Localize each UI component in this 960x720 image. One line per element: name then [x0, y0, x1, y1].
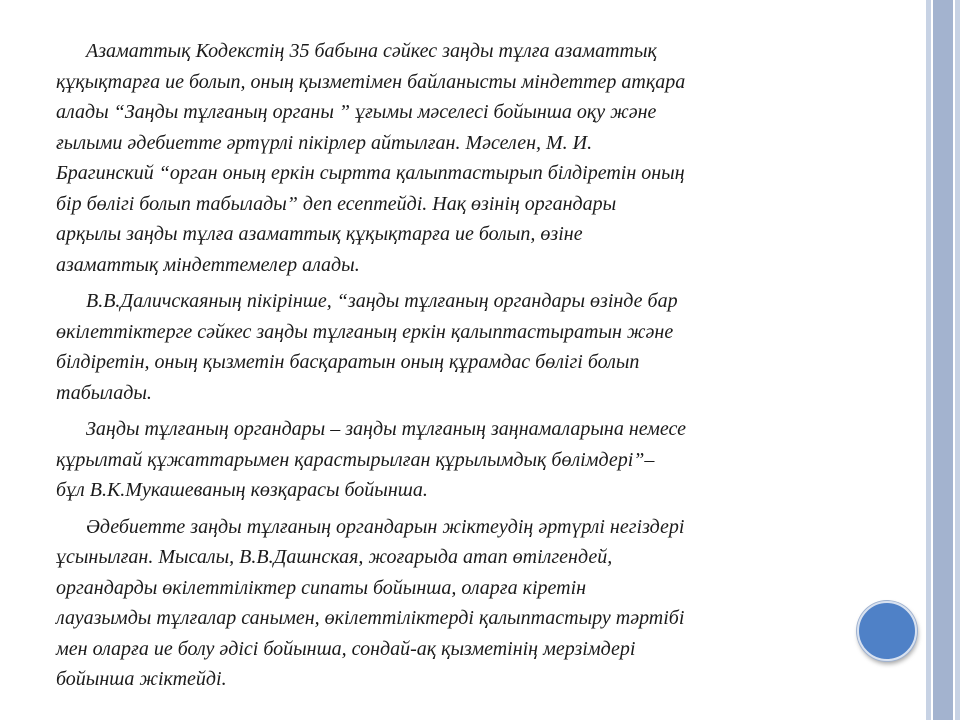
- paragraph: [56, 414, 836, 506]
- slide-text-body: [56, 36, 836, 695]
- text-line: органдарды өкілеттіліктер сипаты бойынша, оларға кіретін: [56, 576, 587, 599]
- text-line: алады “Заңды тұлғаның органы ” ұғымы мәселесі бойынша оқу және: [56, 101, 657, 123]
- text-line: білдіретін, оның қызметін басқаратын оның құрамдас бөлігі болып: [56, 351, 640, 373]
- text-line: арқылы заңды тұлға азаматтық құқықтарға ие болып, өзіне: [56, 223, 583, 245]
- text-line: Азаматтық Кодекстің 35 бабына сәйкес заңды тұлға азаматтық: [86, 40, 657, 62]
- text-line: бойынша жіктейді.: [56, 668, 227, 690]
- text-line: өкілеттіктерге сәйкес заңды тұлғаның еркін қалыптастыратын және: [56, 320, 674, 343]
- text-line: Заңды тұлғаның органдары – заңды тұлғаның заңнамаларына немесе: [86, 418, 686, 440]
- decorative-stripe: [926, 0, 931, 720]
- text-line: лауазымды тұлғалар санымен, өкілеттіліктерді қалыптастыру тәртібі: [56, 607, 685, 629]
- decorative-circle: [857, 601, 917, 661]
- text-line: құқықтарға ие болып, оның қызметімен байланысты міндеттер атқара: [56, 70, 686, 93]
- paragraph: [56, 286, 836, 408]
- text-line: ғылыми әдебиетте әртүрлі пікірлер айтылған. Мәселен, М. И.: [56, 131, 593, 154]
- decorative-stripe: [933, 0, 953, 720]
- text-line: Брагинский “орган оның еркін сыртта қалыптастырып білдіретін оның: [56, 162, 685, 184]
- text-line: Әдебиетте заңды тұлғаның органдарын жіктеудің әртүрлі негіздері: [86, 515, 685, 538]
- paragraph: [56, 36, 836, 280]
- text-line: ұсынылған. Мысалы, В.В.Дашнская, жоғарыда атап өтілгендей,: [56, 546, 613, 568]
- text-line: В.В.Даличскаяның пікірінше, “заңды тұлғаның органдары өзінде бар: [86, 290, 678, 312]
- text-line: құрылтай құжаттарымен қарастырылған құрылымдық бөлімдері”–: [56, 448, 655, 471]
- text-line: азаматтық міндеттемелер алады.: [56, 253, 360, 276]
- decorative-stripe: [955, 0, 960, 720]
- paragraph: [56, 512, 836, 695]
- text-line: бұл В.К.Мукашеваның көзқарасы бойынша.: [56, 479, 428, 501]
- text-line: бір бөлігі болып табылады” деп есептейді. Нақ өзінің органдары: [56, 192, 617, 215]
- text-line: мен оларға ие болу әдісі бойынша, сондай-ақ қызметінің мерзімдері: [56, 637, 636, 660]
- text-line: табылады.: [56, 381, 152, 404]
